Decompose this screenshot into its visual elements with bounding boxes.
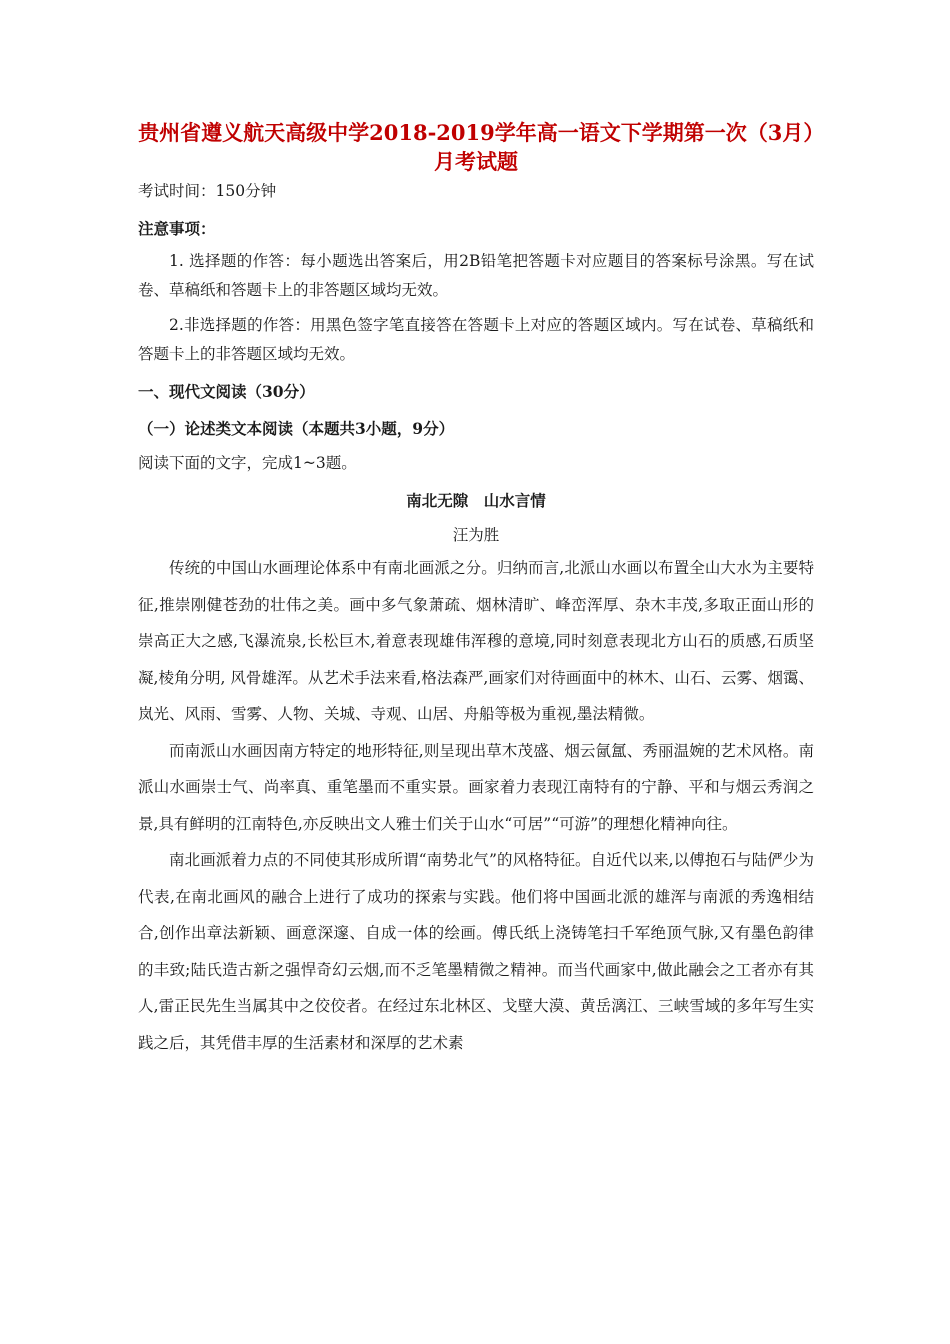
document-title: 贵州省遵义航天高级中学2018-2019学年高一语文下学期第一次（3月）月考试题 (138, 120, 814, 174)
article-paragraph: 而南派山水画因南方特定的地形特征,则呈现出草木茂盛、烟云氤氲、秀丽温婉的艺术风格。南派山水画崇士气、尚率真、重笔墨而不重实景。画家着力表现江南特有的宁静、平和与烟云秀润之景,具有鲜明的江南特色,亦反映出文人雅士们关于山水“可居”“可游”的理想化精神向往。 (138, 741, 814, 833)
subsection-heading: （一）论述类文本阅读（本题共3小题，9分） (138, 419, 455, 438)
exam-time: 考试时间：150分钟 (138, 182, 277, 200)
reading-instruction: 阅读下面的文字，完成1~3题。 (138, 454, 357, 472)
section-heading: 一、现代文阅读（30分） (138, 382, 315, 401)
note-2: 2.非选择题的作答：用黑色签字笔直接答在答题卡上对应的答题区域内。写在试卷、草稿纸和答题卡上的非答题区域均无效。 (138, 316, 814, 363)
article-title: 南北无隙 山水言情 (406, 491, 546, 510)
note-1: 1. 选择题的作答：每小题选出答案后，用2B铅笔把答题卡对应题目的答案标号涂黑。写在试卷、草稿纸和答题卡上的非答题区域均无效。 (138, 252, 814, 299)
article-author: 汪为胜 (452, 526, 500, 544)
article-paragraph: 南北画派着力点的不同使其形成所谓“南势北气”的风格特征。自近代以来,以傅抱石与陆俨少为代表,在南北画风的融合上进行了成功的探索与实践。他们将中国画北派的雄浑与南派的秀逸相结合,创作出章法新颖、画意深邃、自成一体的绘画。傅氏纸上浇铸笔扫千军绝顶气脉,又有墨色韵律的丰致;陆氏造古新之强悍奇幻云烟,而不乏笔墨精微之精神。而当代画家中,做此融会之工者亦有其人,雷正民先生当属其中之佼佼者。在经过东北林区、戈壁大漠、黄岳漓江、三峡雪域的多年写生实践之后，其凭借丰厚的生活素材和深厚的艺术素 (138, 851, 814, 1052)
document-page (138, 118, 814, 1061)
article-paragraph: 传统的中国山水画理论体系中有南北画派之分。归纳而言,北派山水画以布置全山大水为主要特征,推崇刚健苍劲的壮伟之美。画中多气象萧疏、烟林清旷、峰峦浑厚、杂木丰茂,多取正面山形的崇高正大之感,飞瀑流泉,长松巨木,着意表现雄伟浑穆的意境,同时刻意表现北方山石的质感,石质坚凝,棱角分明, 风骨雄浑。从艺术手法来看,格法森严,画家们对待画面中的林木、山石、云雾、烟霭、岚光、风雨、雪雾、人物、关城、寺观、山居、舟船等极为重视,墨法精微。 (138, 559, 814, 723)
notes-heading: 注意事项： (138, 219, 216, 238)
